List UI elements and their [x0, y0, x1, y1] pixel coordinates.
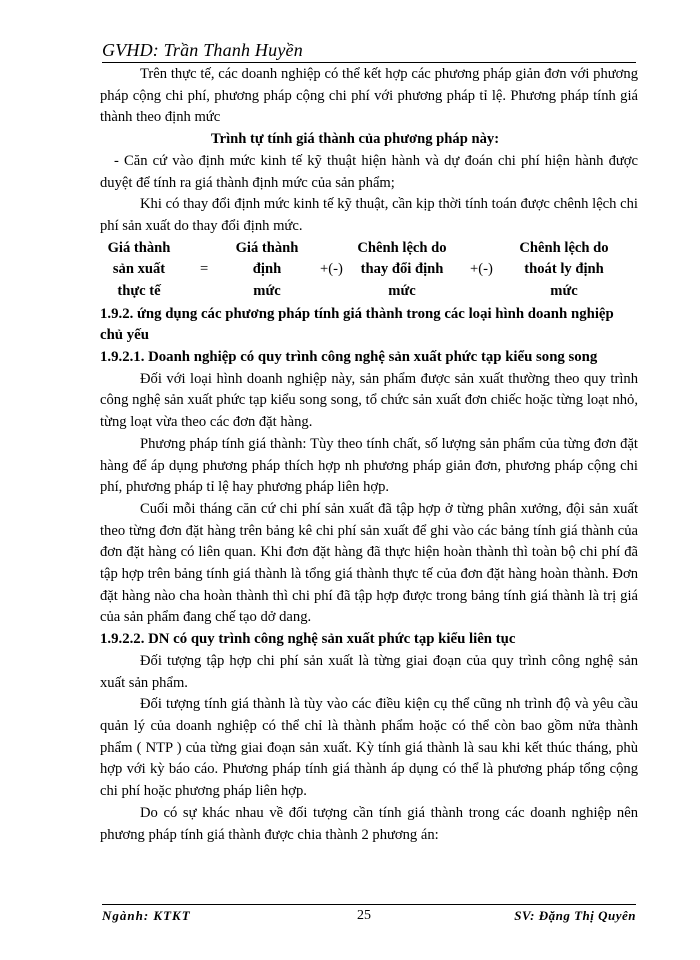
- formula-operator: +(-): [470, 261, 493, 278]
- page-number: 25: [357, 908, 371, 923]
- section-heading: 1.9.2.2. DN có quy trình công nghệ sản xuất phức tạp kiểu liên tục: [100, 631, 516, 648]
- paragraph: Do có sự khác nhau về đối tượng cần tính giá thành trong các doanh nghiệp nên phương pháp tính giá thành được chia thành 2 phương án:: [100, 804, 638, 843]
- paragraph: Đối tượng tính giá thành là tùy vào các điều kiện cụ thể cũng nh trình độ và yêu cầu quản lý của doanh nghiệp có thể chỉ là thành phẩm hoặc có thể còn bao gồm nửa thành phẩm ( NTP ) của từng giai đoạn sản xuất. Kỳ tính giá thành là sau khi kết thúc tháng, phù hợp với kỳ báo cáo. Phương pháp tính giá thành áp dụng có thể là phương pháp tổng cộng chi phí hoặc phương pháp liên hợp.: [100, 696, 638, 800]
- header-title: GVHD: Trần Thanh Huyền: [102, 40, 303, 60]
- section-heading: 1.9.2.1. Doanh nghiệp có quy trình công nghệ sản xuất phức tạp kiểu song song: [100, 349, 598, 366]
- formula-equals: =: [200, 261, 209, 278]
- document-body: [100, 64, 638, 846]
- footer-student: SV: Đặng Thị Quyên: [514, 908, 636, 923]
- paragraph: Đối với loại hình doanh nghiệp này, sản phẩm được sản xuất thường theo quy trình công nghệ sản xuất phức tạp kiểu song song, tổ chức sản xuất đơn chiếc hoặc từng loạt nhỏ, từng loạt vừa theo các đơn đặt hàng.: [100, 370, 638, 431]
- formula-operator: +(-): [320, 261, 343, 278]
- formula-term-deviation-variance: Chênh lệch do thoát ly định mức: [519, 239, 609, 300]
- section-heading: 1.9.2. ứng dụng các phương pháp tính giá thành trong các loại hình doanh nghiệp chủ yếu: [100, 305, 614, 344]
- page-footer: [102, 904, 636, 929]
- paragraph: Trên thực tế, các doanh nghiệp có thể kết hợp các phương pháp giản đơn với phương pháp cộng chi phí, phương pháp cộng chi phí với phương pháp tỉ lệ. Phương pháp tính giá thành theo định mức: [100, 66, 638, 126]
- step-item: Khi có thay đổi định mức kinh tế kỹ thuật, cần kịp thời tính toán được chênh lệch chi phí sản xuất do thay đổi định mức.: [100, 196, 638, 234]
- subheading: Trình tự tính giá thành của phương pháp này:: [210, 131, 500, 148]
- paragraph: Phương pháp tính giá thành: Tùy theo tính chất, số lượng sản phẩm của từng đơn đặt hàng để áp dụng phương pháp thích hợp nh phương pháp giản đơn, phương pháp cộng chi phí, phương pháp tỉ lệ hay phương pháp liên hợp.: [100, 435, 638, 496]
- formula-term-standard-cost: Giá thành định mức: [235, 239, 299, 300]
- cost-formula: [100, 238, 638, 304]
- page-header: [102, 40, 636, 63]
- paragraph: Cuối mỗi tháng căn cứ chi phí sản xuất đã tập hợp ở từng phân xưởng, đội sản xuất theo từng đơn đặt hàng trên bảng kê chi phí sản xuất để ghi vào các bảng tính giá thành của đơn đặt hàng có liên quan. Khi đơn đặt hàng đã thực hiện hoàn thành thì toàn bộ chi phí đã tập hợp trên bảng tính giá thành là tổng giá thành thực tế của đơn đặt hàng hoàn thành. Đơn đặt hàng nào cha hoàn thành thì chi phí đã tập hợp được trong bảng tính giá thành là trị giá của sản phẩm đang chế tạo dở dang.: [100, 500, 638, 626]
- footer-major: Ngành: KTKT: [102, 908, 191, 923]
- paragraph: Đối tượng tập hợp chi phí sản xuất là từng giai đoạn của quy trình công nghệ sản xuất sản phẩm.: [100, 652, 638, 691]
- formula-term-change-variance: Chênh lệch do thay đổi định mức: [357, 239, 447, 300]
- formula-term-actual-cost: Giá thành sản xuất thực tế: [107, 239, 171, 300]
- step-item: - Căn cứ vào định mức kinh tế kỹ thuật hiện hành và dự đoán chi phí hiện hành được duyệt để tính ra giá thành định mức của sản phẩm;: [100, 152, 638, 191]
